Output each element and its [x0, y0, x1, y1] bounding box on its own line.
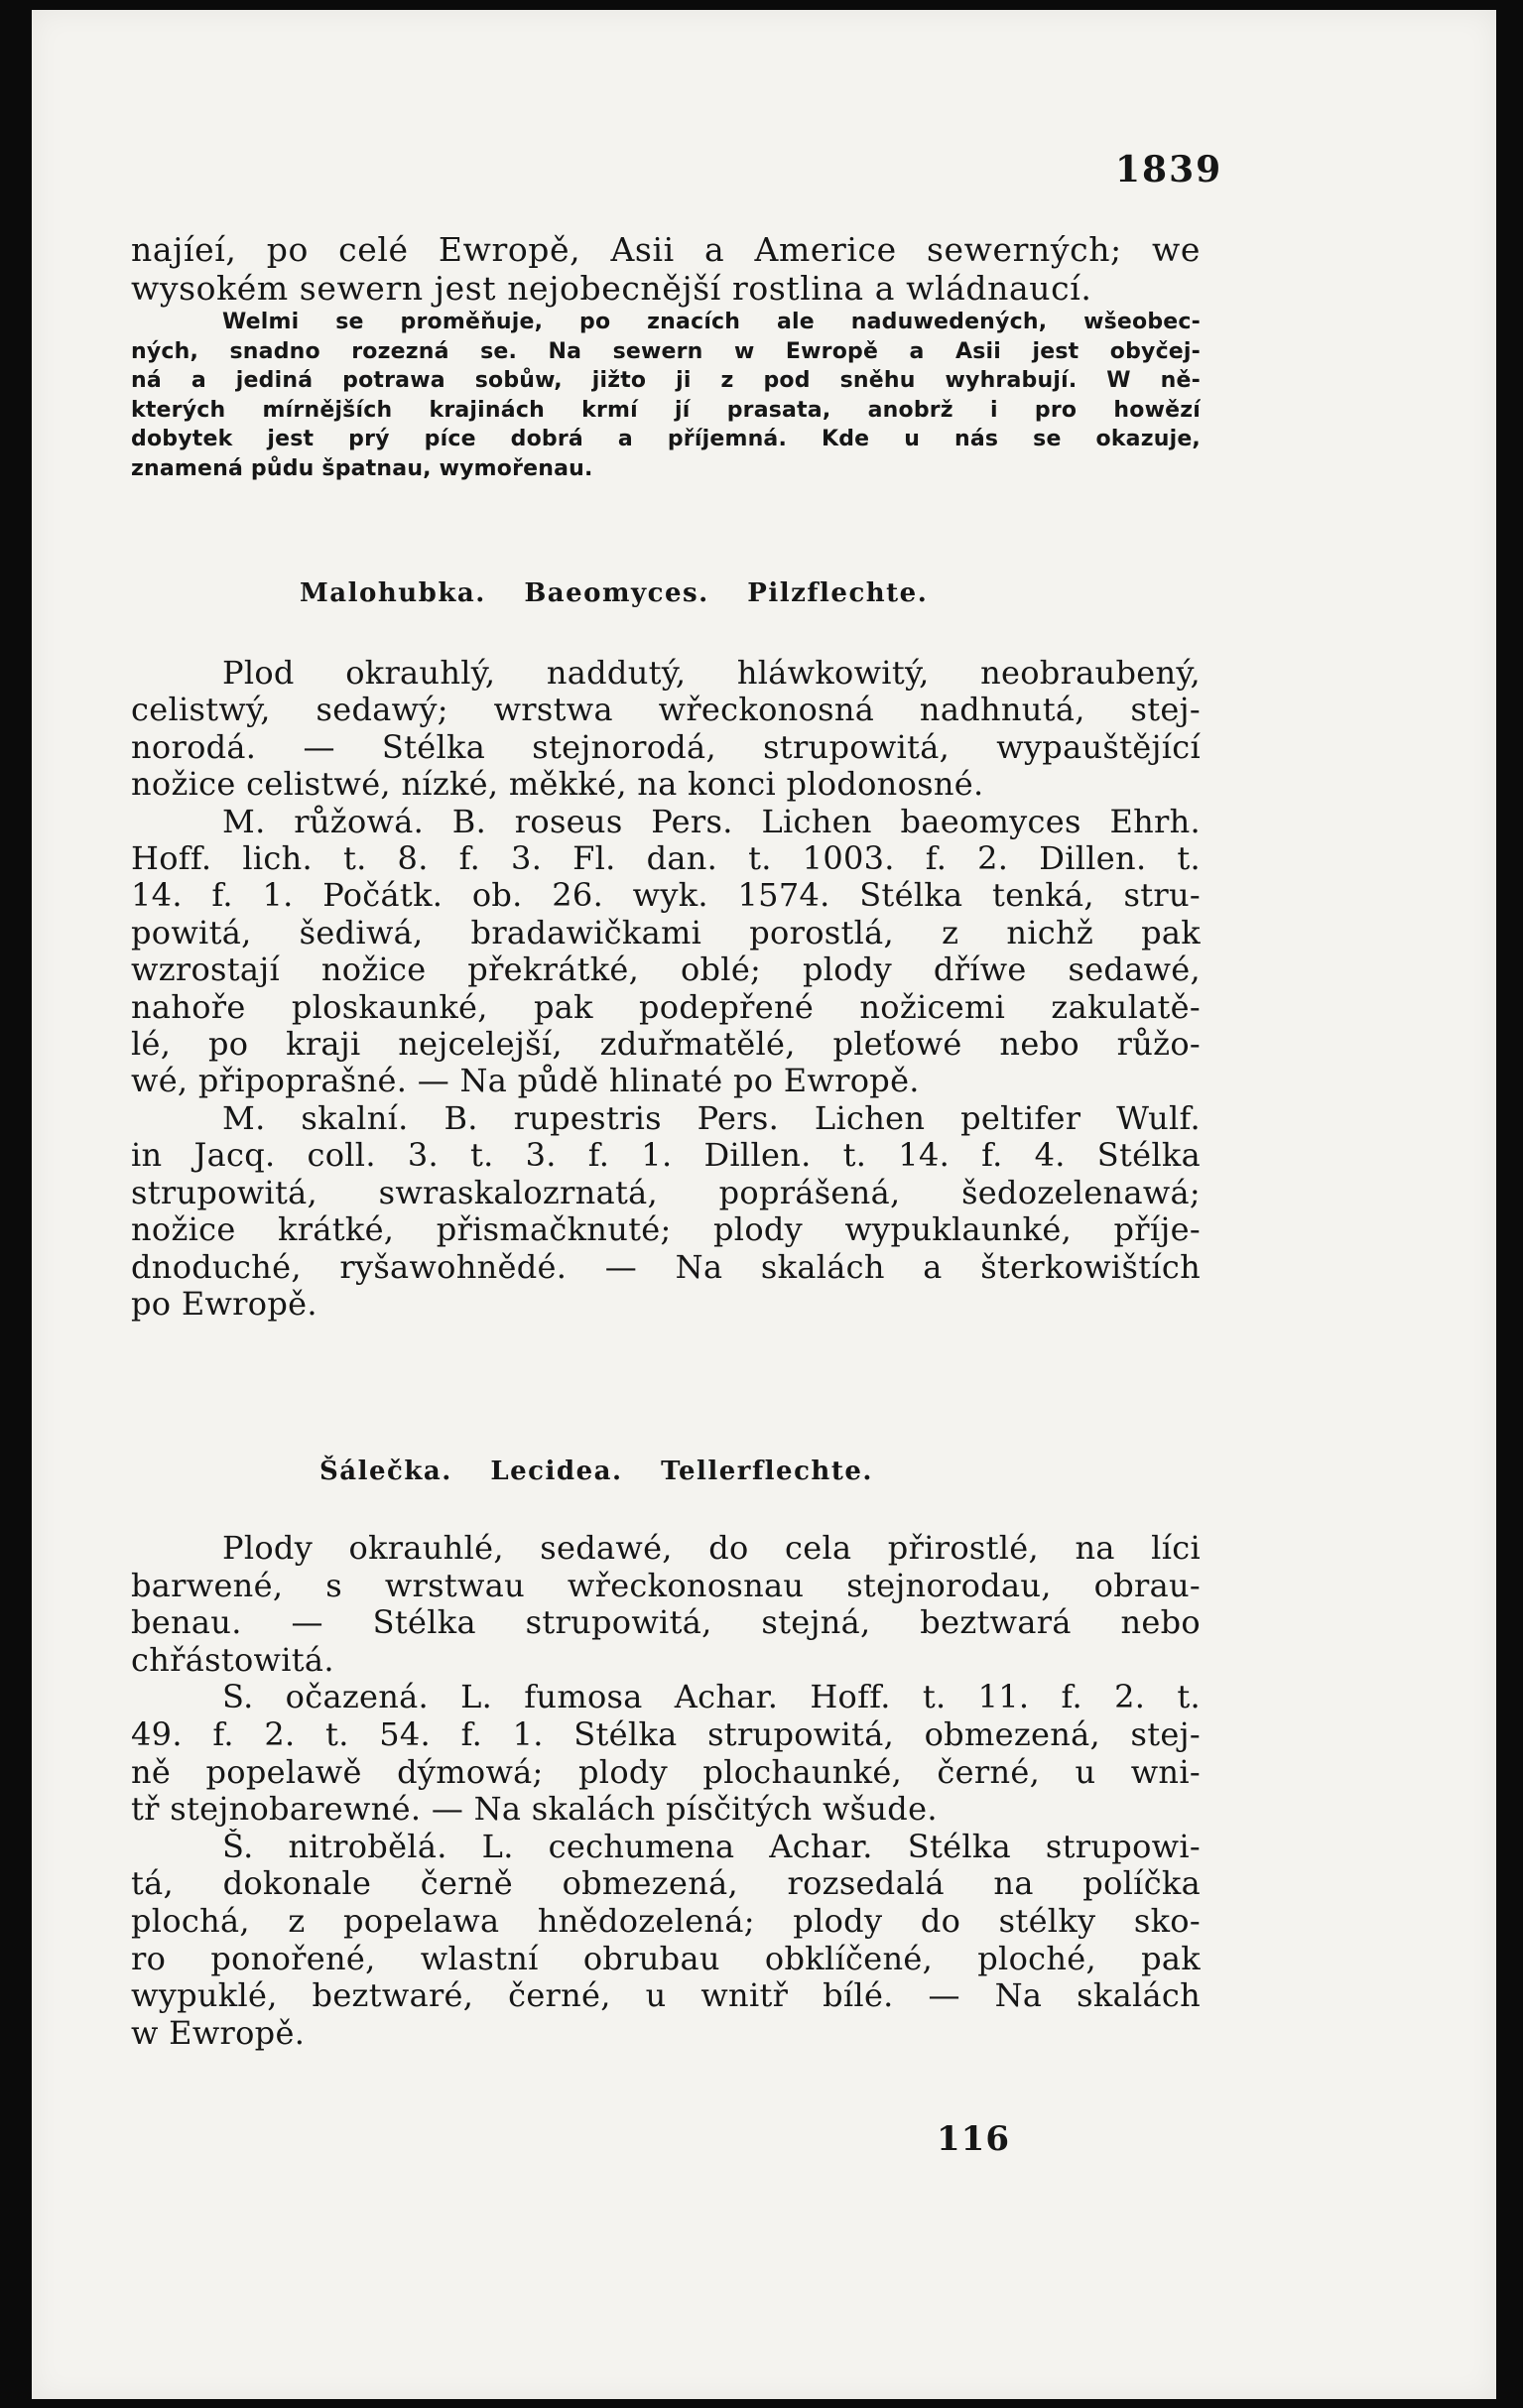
text-line: ně popelawě dýmowá; plody plochaunké, černé, u wni-	[131, 1753, 1201, 1791]
intro-paragraph	[131, 230, 1201, 483]
text-line: wzrostají nožice překrátké, oblé; plody dříwe sedawé,	[131, 951, 1201, 989]
heading-latin: Baeomyces.	[524, 578, 709, 608]
text-line: in Jacq. coll. 3. t. 3. f. 1. Dillen. t. 14. f. 4. Stélka	[131, 1137, 1201, 1175]
text-line: strupowitá, swraskalozrnatá, poprášená, šedozelenawá;	[131, 1174, 1201, 1211]
text-line: powitá, šediwá, bradawičkami porostlá, z nichž pak	[131, 914, 1201, 951]
text-line: M. růžowá. B. roseus Pers. Lichen baeomyces Ehrh.	[222, 803, 1201, 840]
text-line: Plody okrauhlé, sedawé, do cela přirostlé, na líci	[222, 1530, 1201, 1567]
intro-line: wysokém sewern jest nejobecnější rostlina a wládnaucí.	[131, 269, 1092, 308]
intro-note-line: kterých mírnějších krajinách krmí jí prasata, anobrž i pro howězí	[131, 397, 1201, 423]
text-line: nahoře ploskaunké, pak podepřené nožicemi zakulatě-	[131, 988, 1201, 1026]
text-line: lé, po kraji nejcelejší, zduřmatělé, pleťowé nebo růžo-	[131, 1026, 1201, 1064]
text-line: po Ewropě.	[131, 1285, 317, 1323]
text-line: 14. f. 1. Počátk. ob. 26. wyk. 1574. Stélka tenká, stru-	[131, 877, 1201, 915]
section-baeomyces-text	[131, 655, 1201, 1323]
intro-note-line: znamená půdu špatnau, wymořenau.	[131, 455, 593, 481]
text-line: plochá, z popelawa hnědozelená; plody do stélky sko-	[131, 1902, 1201, 1940]
text-line: Š. nitrobělá. L. cechumena Achar. Stélka strupowi-	[222, 1828, 1201, 1865]
section-lecidea-text	[131, 1530, 1201, 2052]
intro-note-line: ných, snadno rozezná se. Na sewern w Ewropě a Asii jest obyčej-	[131, 338, 1201, 364]
intro-note-line: dobytek jest prý píce dobrá a příjemná. Kde u nás se okazuje,	[131, 427, 1201, 451]
heading-czech: Šálečka.	[319, 1457, 452, 1486]
text-line: wypuklé, beztwaré, černé, u wnitř bílé. — Na skalách	[131, 1977, 1201, 2015]
text-line: ro ponořené, wlastní obrubau obklíčené, ploché, pak	[131, 1940, 1201, 1977]
page-number: 116	[937, 2119, 1010, 2159]
heading-latin: Lecidea.	[490, 1457, 623, 1486]
section-heading-lecidea	[319, 1457, 873, 1486]
text-line: w Ewropě.	[131, 2014, 306, 2052]
year-header: 1839	[1115, 149, 1223, 190]
book-page	[32, 10, 1496, 2399]
text-line: dnoduché, ryšawohnědé. — Na skalách a šterkowištích	[131, 1248, 1201, 1286]
text-line: nožice celistwé, nízké, měkké, na konci plodonosné.	[131, 766, 984, 804]
text-line: M. skalní. B. rupestris Pers. Lichen peltifer Wulf.	[222, 1099, 1201, 1137]
text-line: celistwý, sedawý; wrstwa wřeckonosná nadhnutá, stej-	[131, 692, 1201, 729]
text-line: benau. — Stélka strupowitá, stejná, beztwará nebo	[131, 1604, 1201, 1642]
text-line: nožice krátké, přismačknuté; plody wypuklaunké, příje-	[131, 1211, 1201, 1249]
text-line: 49. f. 2. t. 54. f. 1. Stélka strupowitá, obmezená, stej-	[131, 1715, 1201, 1753]
text-line: norodá. — Stélka stejnorodá, strupowitá, wypauštějící	[131, 728, 1201, 766]
heading-german: Tellerflechte.	[661, 1457, 873, 1486]
text-line: chřástowitá.	[131, 1641, 334, 1679]
text-line: tř stejnobarewné. — Na skalách písčitých wšude.	[131, 1791, 938, 1829]
intro-note-line: Welmi se proměňuje, po znacích ale naduwedených, wšeobec-	[222, 310, 1201, 334]
section-heading-baeomyces	[300, 578, 928, 608]
text-line: tá, dokonale černě obmezená, rozsedalá na políčka	[131, 1865, 1201, 1903]
intro-note-line: ná a jediná potrawa sobůw, jižto ji z pod sněhu wyhrabují. W ně-	[131, 368, 1201, 393]
intro-line: najíeí, po celé Ewropě, Asii a Americe sewerných; we	[131, 230, 1201, 269]
heading-german: Pilzflechte.	[747, 578, 929, 608]
text-line: Hoff. lich. t. 8. f. 3. Fl. dan. t. 1003. f. 2. Dillen. t.	[131, 840, 1201, 878]
text-line: S. očazená. L. fumosa Achar. Hoff. t. 11. f. 2. t.	[222, 1679, 1201, 1716]
heading-czech: Malohubka.	[300, 578, 486, 608]
text-line: wé, připoprašné. — Na půdě hlinaté po Ewropě.	[131, 1063, 920, 1100]
text-line: barwené, s wrstwau wřeckonosnau stejnorodau, obrau-	[131, 1567, 1201, 1604]
text-line: Plod okrauhlý, naddutý, hláwkowitý, neobraubený,	[222, 655, 1201, 692]
